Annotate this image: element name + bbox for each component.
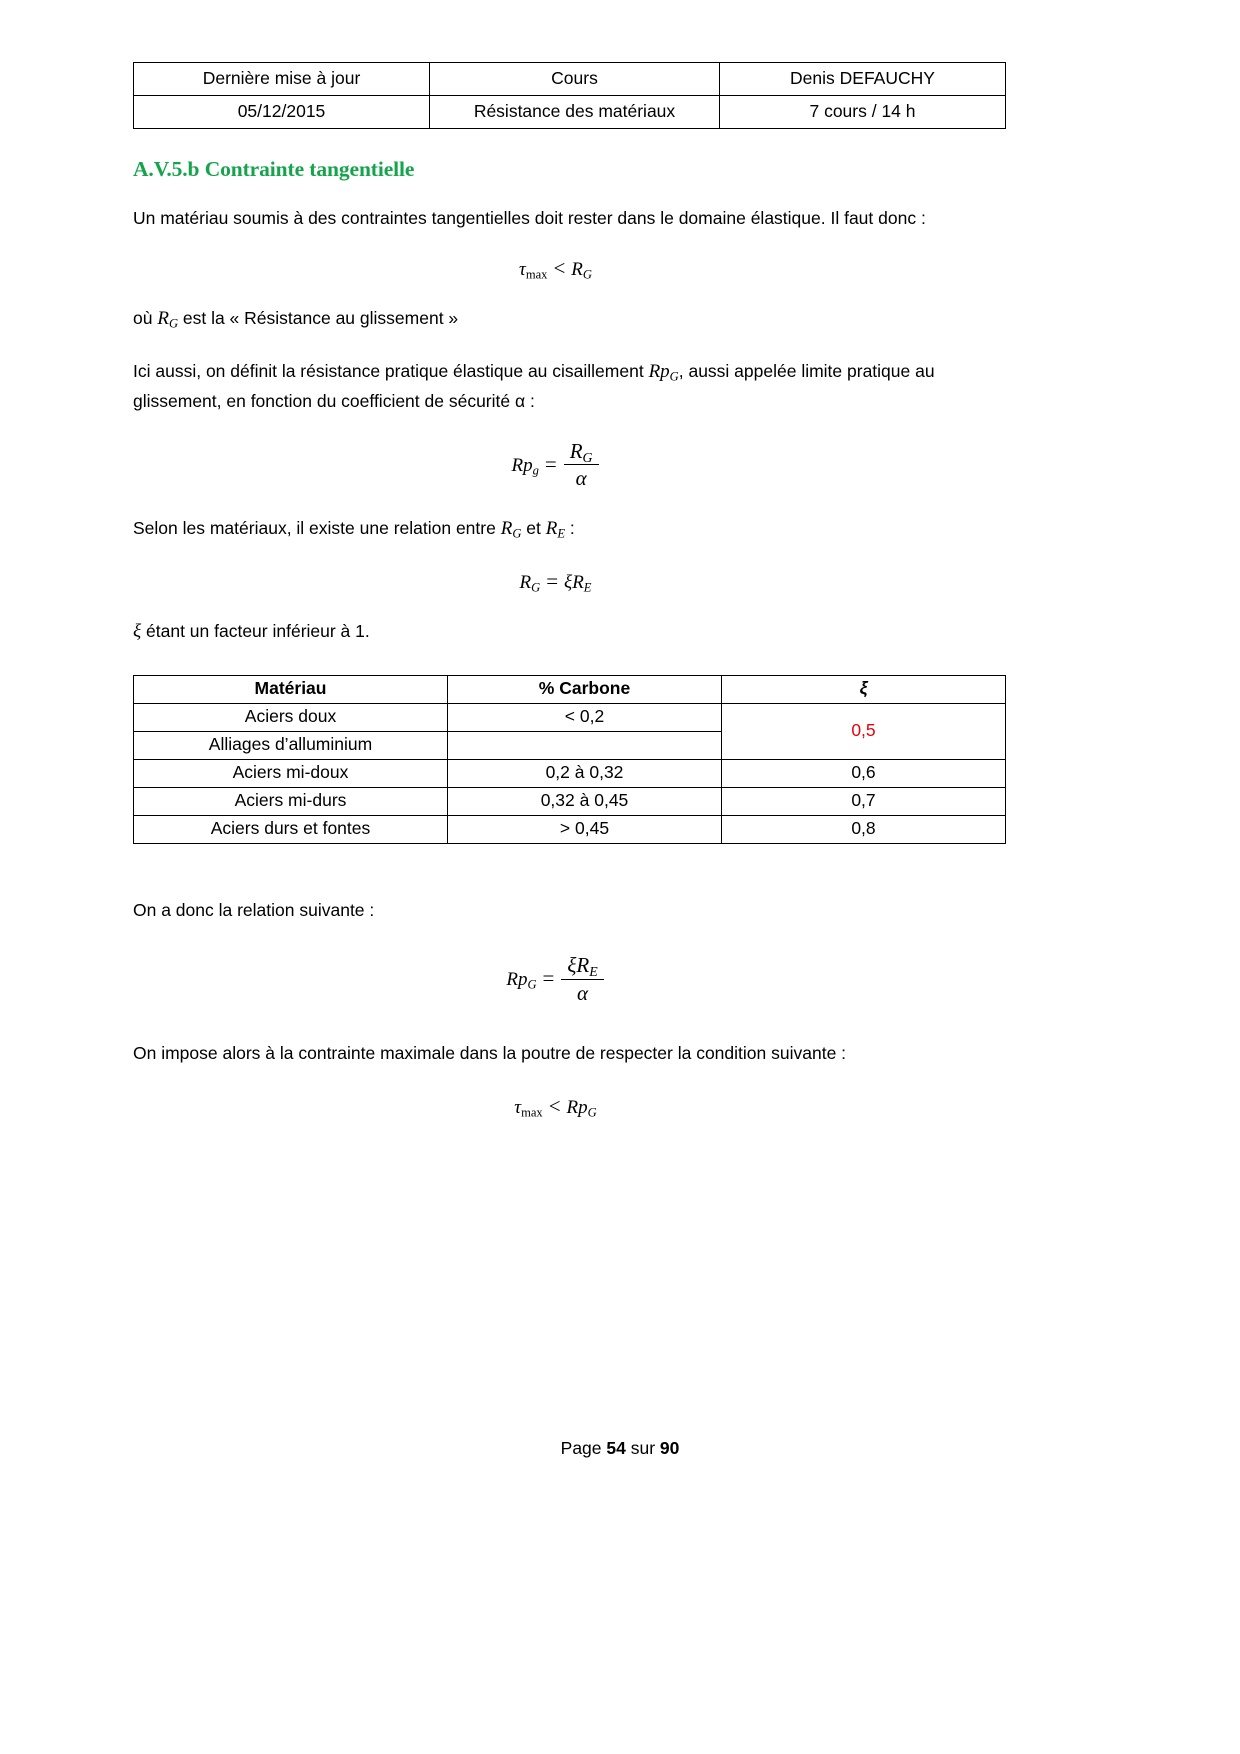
header-cell-author: Denis DEFAUCHY bbox=[720, 63, 1006, 96]
footer-current-page: 54 bbox=[606, 1438, 626, 1458]
cell-carbone: < 0,2 bbox=[448, 703, 722, 731]
paragraph-relation-suivante: On a donc la relation suivante : bbox=[133, 899, 375, 920]
equation-tau-max-lt-rpg bbox=[133, 1094, 978, 1120]
inline-math-rpg: $Rp_G$ bbox=[648, 360, 679, 384]
equation-operator: < bbox=[553, 256, 566, 281]
cell-xi: 0,7 bbox=[722, 787, 1006, 815]
cell-carbone: > 0,45 bbox=[448, 815, 722, 843]
header-cell-course-count: 7 cours / 14 h bbox=[720, 95, 1006, 128]
equation-tau-max-lt-rg bbox=[133, 256, 978, 282]
materials-table-wrapper bbox=[133, 675, 978, 844]
fraction-denominator: α bbox=[575, 466, 587, 491]
page-footer bbox=[0, 1438, 1240, 1459]
equation-rhs: $Rp_G$ bbox=[566, 1096, 597, 1120]
header-table-row bbox=[134, 95, 1006, 128]
column-header-carbone: % Carbone bbox=[448, 675, 722, 703]
equation-lhs: $Rp_G$ bbox=[506, 968, 537, 992]
fraction bbox=[564, 439, 599, 492]
document-header-table bbox=[133, 62, 1006, 129]
column-header-xi: ξ bbox=[722, 675, 1006, 703]
fraction-numerator: $\xi R_E$ bbox=[561, 953, 603, 980]
paragraph-condition-suivante: On impose alors à la contrainte maximale dans la poutre de respecter la condition suivante : bbox=[133, 1043, 847, 1064]
xi-symbol: ξ bbox=[567, 952, 577, 977]
section-heading: A.V.5.b Contrainte tangentielle bbox=[133, 156, 415, 181]
cell-materiau: Aciers doux bbox=[134, 703, 448, 731]
equation-operator: = bbox=[542, 965, 555, 990]
cell-carbone: 0,32 à 0,45 bbox=[448, 787, 722, 815]
cell-xi-merged: 0,5 bbox=[722, 703, 1006, 759]
cell-xi: 0,8 bbox=[722, 815, 1006, 843]
cell-carbone: 0,2 à 0,32 bbox=[448, 759, 722, 787]
inline-math-re: $R_E$ bbox=[545, 518, 565, 541]
table-row bbox=[134, 815, 1006, 843]
equation-rpg-equals-xi-re-over-alpha bbox=[133, 954, 978, 1007]
fraction bbox=[561, 953, 603, 1006]
cell-xi: 0,6 bbox=[722, 759, 1006, 787]
cell-materiau: Alliages d’alluminium bbox=[134, 731, 448, 759]
footer-prefix: Page bbox=[560, 1438, 607, 1458]
table-row bbox=[134, 703, 1006, 731]
equation-operator: = bbox=[546, 569, 559, 593]
cell-materiau: Aciers mi-durs bbox=[134, 787, 448, 815]
paragraph-text: étant un facteur inférieur à 1. bbox=[141, 620, 370, 641]
xi-symbol: ξ bbox=[564, 572, 573, 593]
equation-rhs: $\xi R_E$ bbox=[564, 572, 592, 595]
materials-table bbox=[133, 675, 1006, 844]
paragraph-intro: Un matériau soumis à des contraintes tangentielles doit rester dans le domaine élastique. Il faut donc : bbox=[133, 207, 926, 228]
paragraph-xi-factor bbox=[133, 617, 978, 648]
paragraph-text-middle: et bbox=[521, 518, 546, 539]
inline-math-xi: ξ bbox=[133, 620, 142, 642]
cell-materiau: Aciers durs et fontes bbox=[134, 815, 448, 843]
equation-lhs: $R_G$ bbox=[519, 572, 541, 595]
equation-operator: < bbox=[548, 1093, 561, 1118]
page-content bbox=[133, 62, 978, 1120]
footer-total-pages: 90 bbox=[659, 1438, 680, 1458]
cell-materiau: Aciers mi-doux bbox=[134, 759, 448, 787]
paragraph-text-part1: Ici aussi, on définit la résistance pratique élastique au cisaillement bbox=[133, 360, 649, 381]
fraction-denominator: α bbox=[576, 980, 589, 1005]
paragraph-text-part2: , aussi appelée limite pratique au glissement, en fonction du coefficient de sécurité α : bbox=[133, 360, 935, 412]
equation-rpg-equals-rg-over-alpha bbox=[133, 440, 978, 493]
paragraph-text-part2: : bbox=[564, 518, 575, 539]
fraction-numerator: $R_G$ bbox=[564, 439, 599, 466]
header-cell-last-update-label: Dernière mise à jour bbox=[134, 63, 430, 96]
footer-middle: sur bbox=[625, 1438, 660, 1458]
equation-lhs: $\tau_{max}$ bbox=[514, 1096, 543, 1120]
paragraph-text-prefix: où bbox=[133, 307, 158, 328]
column-header-materiau: Matériau bbox=[134, 675, 448, 703]
equation-rhs: $R_G$ bbox=[571, 259, 592, 282]
header-cell-last-update-value: 05/12/2015 bbox=[134, 95, 430, 128]
header-table-row bbox=[134, 63, 1006, 96]
header-cell-course-name: Résistance des matériaux bbox=[430, 95, 720, 128]
paragraph-text-suffix: est la « Résistance au glissement » bbox=[178, 307, 459, 328]
equation-rg-equals-xi-re bbox=[133, 569, 978, 595]
table-header-row bbox=[134, 675, 1006, 703]
cell-carbone bbox=[448, 731, 722, 759]
inline-math-rg: $R_G$ bbox=[500, 518, 522, 541]
equation-operator: = bbox=[544, 451, 557, 476]
table-row bbox=[134, 787, 1006, 815]
paragraph-text-part1: Selon les matériaux, il existe une relation entre bbox=[133, 518, 501, 539]
table-row bbox=[134, 759, 1006, 787]
paragraph-relation-rg-re bbox=[133, 514, 978, 545]
header-cell-course-label: Cours bbox=[430, 63, 720, 96]
equation-lhs: $\tau_{max}$ bbox=[519, 259, 548, 282]
paragraph-rpg-definition bbox=[133, 357, 978, 416]
paragraph-rg-definition bbox=[133, 304, 978, 335]
equation-lhs: $Rp_g$ bbox=[511, 454, 539, 478]
inline-math-rg: $R_G$ bbox=[157, 307, 178, 331]
